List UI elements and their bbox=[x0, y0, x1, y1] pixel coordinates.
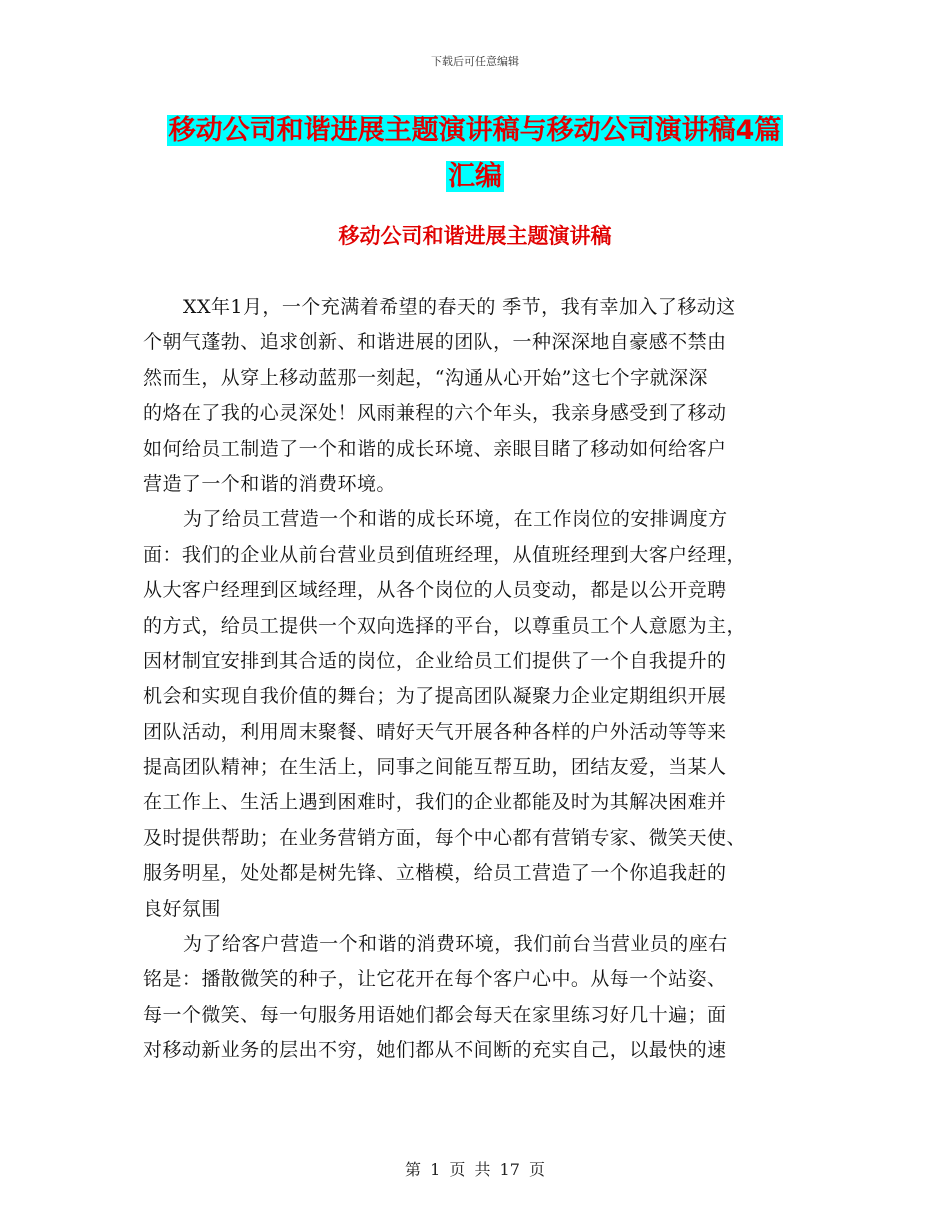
text-line: 为了给客户营造一个和谐的消费环境，我们前台当营业员的座右 bbox=[183, 933, 728, 956]
text-line: 服务明星，处处都是树先锋、立楷模，给员工营造了一个你追我赶的 bbox=[143, 862, 727, 885]
text-line: 然而生，从穿上移动蓝那一刻起，“沟通从心开始”这七个字就深深 bbox=[143, 366, 708, 389]
header-note: 下载后可任意编辑 bbox=[431, 55, 519, 68]
document-title-line-1: 移动公司和谐进展主题演讲稿与移动公司演讲稿4篇 bbox=[168, 115, 782, 146]
text-line: 因材制宜安排到其合适的岗位，企业给员工们提供了一个自我提升的 bbox=[143, 649, 727, 672]
text-line: 为了给员工营造一个和谐的成长环境，在工作岗位的安排调度方 bbox=[183, 508, 728, 531]
text-line: 面：我们的企业从前台营业员到值班经理，从值班经理到大客户经理， bbox=[143, 543, 746, 566]
text-line: 如何给员工制造了一个和谐的成长环境、亲眼目睹了移动如何给客户 bbox=[143, 437, 727, 460]
text-line: 机会和实现自我价值的舞台；为了提高团队凝聚力企业定期组织开展 bbox=[143, 685, 727, 708]
text-line: 从大客户经理到区域经理，从各个岗位的人员变动，都是以公开竞聘 bbox=[143, 579, 727, 602]
section-title: 移动公司和谐进展主题演讲稿 bbox=[338, 224, 612, 248]
text-line: 在工作上、生活上遇到困难时，我们的企业都能及时为其解决困难并 bbox=[143, 791, 727, 814]
document-title bbox=[145, 108, 805, 200]
text-line: 铭是：播散微笑的种子，让它花开在每个客户心中。从每一个站姿、 bbox=[143, 968, 727, 991]
page-footer: 第 1 页 共 17 页 bbox=[405, 1160, 545, 1179]
text-line: 每一个微笑、每一句服务用语她们都会每天在家里练习好几十遍；面 bbox=[143, 1003, 727, 1026]
body-text bbox=[143, 290, 810, 1069]
text-line: 对移动新业务的层出不穷，她们都从不间断的充实自己，以最快的速 bbox=[143, 1039, 727, 1062]
text-line: 的方式，给员工提供一个双向选择的平台，以尊重员工个人意愿为主， bbox=[143, 614, 746, 637]
text-line: XX年1月，一个充满着希望的春天的 季节，我有幸加入了移动这 bbox=[183, 296, 736, 318]
document-title-line-2: 汇编 bbox=[448, 161, 502, 192]
text-line: 团队活动，利用周末聚餐、晴好天气开展各种各样的户外活动等等来 bbox=[143, 720, 727, 743]
text-line: 个朝气蓬勃、追求创新、和谐进展的团队，一种深深地自豪感不禁由 bbox=[143, 331, 727, 354]
text-line: 提高团队精神；在生活上，同事之间能互帮互助，团结友爱，当某人 bbox=[143, 756, 727, 779]
text-line: 营造了一个和谐的消费环境。 bbox=[143, 472, 396, 495]
text-line: 良好氛围 bbox=[143, 897, 221, 920]
text-line: 的烙在了我的心灵深处！风雨兼程的六个年头，我亲身感受到了移动 bbox=[143, 402, 727, 425]
text-line: 及时提供帮助；在业务营销方面，每个中心都有营销专家、微笑天使、 bbox=[143, 826, 746, 849]
